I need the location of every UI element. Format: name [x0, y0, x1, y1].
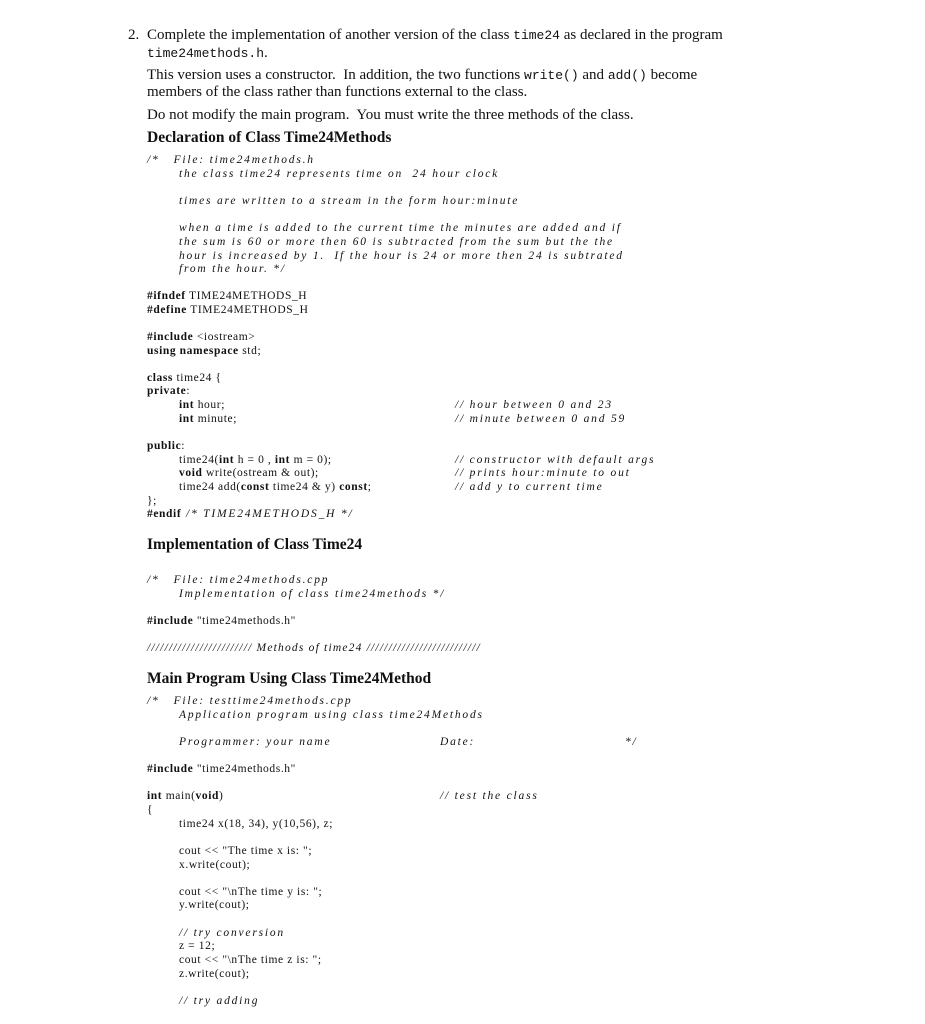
- decl-public: [147, 440, 185, 452]
- decl-comment-1: /* File: time24methods.h: [147, 154, 315, 166]
- main-line-7: z = 12;: [179, 940, 216, 952]
- problem-para3: Do not modify the main program. You must write the three methods of the class.: [147, 107, 634, 123]
- define-value: TIME24METHODS_H: [186, 304, 309, 316]
- main-comment-2: Application program using class time24Methods: [179, 709, 484, 721]
- private-keyword: private: [147, 385, 187, 397]
- heading-implementation: Implementation of Class Time24: [147, 536, 363, 553]
- using-keyword: using namespace: [147, 345, 239, 357]
- impl-divider: //////////////////////// Methods of time24 //////////////////////////: [147, 642, 481, 654]
- intro-text-a: Complete the implementation of another version of the class: [147, 27, 514, 43]
- add-const2: const: [339, 481, 368, 493]
- main-line-4: cout << "\nThe time y is: ";: [179, 886, 323, 898]
- intro-end: .: [264, 45, 268, 61]
- main-int-keyword: int: [147, 790, 163, 802]
- para2-add-fn: add(): [607, 68, 647, 83]
- decl-comment-5: the sum is 60 or more then 60 is subtracted from the sum but the the: [179, 236, 614, 248]
- main-include-keyword: #include: [147, 763, 194, 775]
- impl-comment-1: /* File: time24methods.cpp: [147, 574, 330, 586]
- decl-define: [147, 304, 309, 316]
- para2-text-a: This version uses a constructor. In addition, the two functions: [147, 67, 525, 83]
- impl-include: [147, 615, 296, 627]
- intro-file-name: time24methods.h: [147, 46, 265, 61]
- ctor-b: h = 0 ,: [234, 454, 275, 466]
- class-rest: time24 {: [173, 372, 222, 384]
- public-rest: :: [181, 440, 186, 452]
- impl-include-keyword: #include: [147, 615, 194, 627]
- endif-comment: /* TIME24METHODS_H */: [181, 508, 354, 520]
- main-line-3: x.write(cout);: [179, 859, 251, 871]
- ifndef-value: TIME24METHODS_H: [185, 290, 308, 302]
- add-a: time24 add(: [179, 481, 241, 493]
- decl-using: [147, 345, 261, 357]
- define-keyword: #define: [147, 304, 187, 316]
- decl-comment-3: times are written to a stream in the form hour:minute: [179, 195, 520, 207]
- para2-and: and: [578, 67, 608, 83]
- decl-comment-7: from the hour. */: [179, 263, 286, 275]
- decl-add: [179, 481, 372, 493]
- decl-write: [179, 467, 319, 479]
- intro-class-name: time24: [513, 28, 560, 43]
- add-b: time24 & y): [269, 481, 340, 493]
- add-const: const: [240, 481, 270, 493]
- main-signature: [147, 790, 223, 802]
- impl-comment-2: Implementation of class time24methods */: [179, 588, 446, 600]
- private-rest: :: [186, 385, 191, 397]
- class-keyword: class: [147, 372, 173, 384]
- decl-hour-comment: // hour between 0 and 23: [455, 399, 613, 411]
- include-value: <iostream>: [193, 331, 256, 343]
- decl-minute-comment: // minute between 0 and 59: [455, 413, 627, 425]
- problem-number: 2.: [128, 27, 140, 43]
- decl-ifndef: [147, 290, 307, 302]
- minute-decl: minute;: [194, 413, 238, 425]
- decl-close: };: [147, 495, 157, 507]
- decl-minute: [179, 413, 237, 425]
- write-rest: write(ostream & out);: [202, 467, 319, 479]
- main-line-6: // try conversion: [179, 927, 285, 939]
- main-comment-1: /* File: testtime24methods.cpp: [147, 695, 353, 707]
- endif-keyword: #endif: [147, 508, 182, 520]
- decl-class: [147, 372, 222, 384]
- main-open-brace: {: [147, 804, 154, 816]
- using-rest: std;: [238, 345, 262, 357]
- hour-int-keyword: int: [179, 399, 195, 411]
- main-line-8: cout << "\nThe time z is: ";: [179, 954, 322, 966]
- decl-hour: [179, 399, 225, 411]
- heading-main: Main Program Using Class Time24Method: [147, 670, 432, 687]
- para2-write-fn: write(): [524, 68, 579, 83]
- main-line-2: cout << "The time x is: ";: [179, 845, 313, 857]
- write-void-keyword: void: [179, 467, 203, 479]
- decl-comment-4: when a time is added to the current time the minutes are added and if: [179, 222, 622, 234]
- ctor-a: time24(: [179, 454, 219, 466]
- decl-comment-6: hour is increased by 1. If the hour is 24 or more then 24 is subtrated: [179, 250, 624, 262]
- para2-text-b: become: [646, 67, 698, 83]
- ifndef-keyword: #ifndef: [147, 290, 186, 302]
- heading-declaration: Declaration of Class Time24Methods: [147, 129, 392, 146]
- ctor-int1: int: [218, 454, 235, 466]
- problem-para2-line1: [147, 67, 697, 84]
- include-keyword: #include: [147, 331, 194, 343]
- main-include: [147, 763, 296, 775]
- problem-intro-line2: [147, 45, 268, 62]
- decl-include: [147, 331, 255, 343]
- main-comment-end: */: [625, 736, 638, 748]
- main-line-10: // try adding: [179, 995, 260, 1007]
- main-line-9: z.write(cout);: [179, 968, 250, 980]
- problem-para2-line2: members of the class rather than functions external to the class.: [147, 84, 528, 100]
- decl-add-comment: // add y to current time: [455, 481, 604, 493]
- decl-private: [147, 385, 190, 397]
- decl-constructor-comment: // constructor with default args: [455, 454, 656, 466]
- ctor-c: m = 0);: [290, 454, 332, 466]
- decl-comment-2: the class time24 represents time on 24 hour clock: [179, 168, 500, 180]
- problem-intro-line1: [147, 27, 723, 44]
- main-include-value: "time24methods.h": [193, 763, 296, 775]
- hour-decl: hour;: [194, 399, 225, 411]
- main-line-5: y.write(cout);: [179, 899, 250, 911]
- main-signature-comment: // test the class: [440, 790, 539, 802]
- add-c: ;: [367, 481, 372, 493]
- decl-write-comment: // prints hour:minute to out: [455, 467, 631, 479]
- impl-include-value: "time24methods.h": [193, 615, 296, 627]
- decl-constructor: [179, 454, 332, 466]
- main-line-1: time24 x(18, 34), y(10,56), z;: [179, 818, 334, 830]
- decl-endif: [147, 508, 353, 520]
- public-keyword: public: [147, 440, 182, 452]
- minute-int-keyword: int: [179, 413, 195, 425]
- main-comment-programmer: Programmer: your name: [179, 736, 332, 748]
- main-a: main(: [162, 790, 196, 802]
- main-b: ): [219, 790, 224, 802]
- main-void-keyword: void: [195, 790, 220, 802]
- intro-text-b: as declared in the program: [559, 27, 723, 43]
- ctor-int2: int: [274, 454, 291, 466]
- main-comment-date: Date:: [440, 736, 476, 748]
